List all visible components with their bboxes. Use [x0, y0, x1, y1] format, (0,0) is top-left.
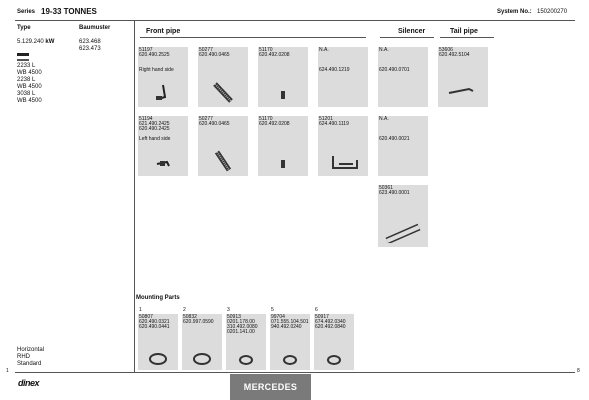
flexible-pipe-icon [203, 81, 243, 103]
flexible-pipe-icon [203, 150, 243, 172]
truck-icon [17, 59, 29, 61]
mounting-card[interactable]: 5 99704 071.555.104.501 940.492.0240 [270, 314, 310, 370]
clamp-icon [263, 81, 303, 103]
part-card[interactable]: N.A. 624.490.1219 [318, 47, 368, 107]
series-label: Series [17, 9, 36, 15]
clamp-ring-icon [188, 349, 216, 367]
silencer-underline [380, 37, 434, 38]
mounting-card[interactable]: 6 50917 674.492.0340 620.492.0840 [314, 314, 354, 370]
clamp-ring-icon [232, 349, 260, 367]
front-pipe-icon [143, 81, 183, 103]
baumuster-label: Baumuster [79, 25, 111, 31]
bracket-pipe-icon [323, 150, 363, 172]
tail-pipe-header: Tail pipe [450, 28, 478, 35]
clamp-icon [263, 150, 303, 172]
footer-divider [15, 372, 575, 373]
brand-label: MERCEDES [230, 374, 311, 400]
part-card[interactable]: N.A. 620.490.0701 [378, 47, 428, 107]
vehicle-list: 2233 L WB 4500 2238 L WB 4500 3038 L WB 4500 [17, 63, 42, 104]
part-card[interactable]: 50277 620.490.0465 [198, 116, 248, 176]
mounting-card[interactable]: 1 50807 620.490.0321 620.490.0441 [138, 314, 178, 370]
tail-pipe-icon [443, 81, 483, 103]
part-card[interactable]: 50277 620.490.0465 [198, 47, 248, 107]
type-code: 5.129.240 kW [17, 39, 55, 45]
part-card[interactable]: 51170 620.492.0208 [258, 116, 308, 176]
part-card[interactable]: 51197 620.490.2525 Right hand side [138, 47, 188, 107]
dinex-logo: dinex [18, 378, 40, 388]
part-card[interactable]: 53606 620.492.5104 [438, 47, 488, 107]
clamp-ring-icon [320, 349, 348, 367]
clamp-ring-icon [276, 349, 304, 367]
config-notes: Horizontal RHD Standard [17, 347, 45, 367]
page-number-left: 1 [6, 368, 9, 374]
clamp-ring-icon [144, 349, 172, 367]
series-value: 19-33 TONNES [41, 7, 97, 16]
part-card[interactable]: 50361 623.490.0001 [378, 185, 428, 247]
truck-icon [17, 53, 29, 56]
tail-pipe-underline [440, 37, 494, 38]
front-pipe-icon [143, 150, 183, 172]
part-card[interactable]: N.A. 620.490.0021 [378, 116, 428, 176]
baumuster-values: 623.468 623.473 [79, 39, 101, 52]
page-number-right: 8 [577, 368, 580, 374]
silencer-icon [383, 221, 423, 243]
mounting-card[interactable]: 2 50832 620.997.0590 [182, 314, 222, 370]
part-card[interactable]: 51201 624.490.1119 [318, 116, 368, 176]
left-column-divider [134, 20, 135, 372]
part-card[interactable]: 51170 620.492.0208 [258, 47, 308, 107]
part-card[interactable]: 51194 621.490.2425 620.490.2425 Left hand side [138, 116, 188, 176]
system-value: 150200270 [537, 9, 568, 15]
silencer-header: Silencer [398, 28, 426, 35]
header-divider [15, 20, 575, 21]
front-pipe-underline [140, 37, 366, 38]
mounting-title: Mounting Parts [136, 295, 180, 301]
front-pipe-header: Front pipe [146, 28, 181, 35]
type-label: Type [17, 25, 31, 31]
system-label: System No.: [497, 9, 532, 15]
mounting-card[interactable]: 3 50913 0201.178.00 310.492.0080 0201.141.00 [226, 314, 266, 370]
